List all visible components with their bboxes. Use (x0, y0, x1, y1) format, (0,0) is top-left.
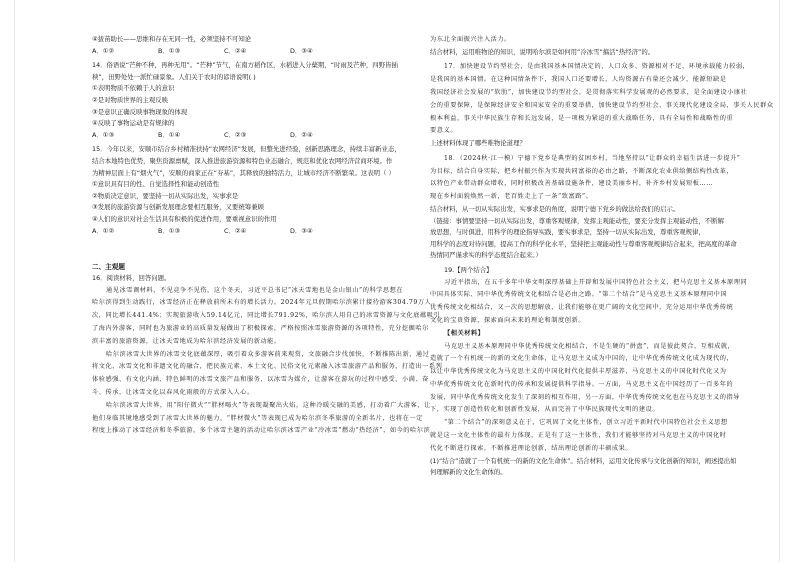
q19-more-line: “第二个结合”的深刻意义在于，它巩固了文化主体性，创立习近平新时代中国特色社会主义思想 (444, 419, 728, 427)
q16-para-line: 了海内外游客，同时也为旅游业的高质量发展做出了积极探索，严格按照冰雪旅游资源的各项特性，充分挖掘哈尔 (92, 325, 429, 333)
choice-a: A．①② (92, 46, 115, 55)
q15-option-3: ③发展的旅游资源与创新发展理念要相互服务，又要统筹兼顾 (92, 203, 264, 212)
q18-hint-line: 热情同严谨求实的科学态度结合起来。） (430, 251, 542, 260)
right-column (430, 34, 774, 479)
q18-hint-line: 放思想，与时俱进，用科学的理论指导实践，要实事求是，坚持一切从实际出发，尊重客观规律， (430, 228, 705, 237)
q19-task-line: (1)“结合”造就了一个有机统一的新的文化生命体”。结合材料，运用文化传承与文化创新的知识，阐述提出如 (430, 456, 737, 465)
choice-d: D．③④ (290, 46, 313, 55)
choice-b: B．①③ (158, 226, 181, 235)
q16-para-line: 哈尔滨得到生动践行，冰雪经济正在释放前所未有的增长活力。2024年元旦假期哈尔滨累计接待游客304.79万人 (92, 299, 432, 307)
page-edge-right (779, 0, 780, 562)
q14-option-3: ③是意识正确反映事物现象的体现 (92, 107, 188, 116)
choice-b: B．①④ (158, 130, 181, 139)
q17-para-line: 我国经济社会发展的“软肋”，加快建设节约型社会，是贯彻落实科学发展观的必然要求，是全面建设小康社 (430, 88, 748, 96)
choice-b: B．①③ (158, 46, 181, 55)
q18-para-line: 现在乡村面貌焕然一新，老百姓走上了一条“致富路”。 (430, 193, 593, 201)
q16-para-line: 次，同比增长441.4%；实现旅游收入59.14亿元，同比增长791.92%，哈尔滨人用自己的冰雪资源与文化底蕴吸引 (92, 312, 441, 320)
q19-more-line: 马克思主义基本原理同中华优秀传统文化相结合，不是生硬的“拼盘”，而是彼此契合、互相成就， (444, 342, 735, 350)
question-18 (430, 153, 741, 204)
q16-para-line: 体验感强、有文化内涵、特色鲜明的冰雪文旅产品和服务，以冰雪为媒介，让游客在游玩的过程中感受、小满、奋 (92, 376, 429, 384)
q19-more-line: 以让中华优秀传统文化为马克思主义的中国化时代化提供丰厚滋养，马克思主义的中国化时代化又为 (430, 368, 727, 376)
q16-task: 结合材料，运用唯物论的知识，说明哈尔滨是如何用“冷冰雪”搞活“热经济”的。 (430, 47, 655, 56)
q18-para-line: 为目标，结合自身实际，把乡村振兴作为实现共同富裕的必由之路，不断深化农业供给侧结构性改革， (430, 167, 734, 175)
q19-para-line: 优秀传统文化相结合，又一次的思想解放，让我们能够在更广阔的文化空间中，充分运用中华优秀传统 (430, 304, 734, 312)
q19-more-line: 发展，同中华优秀传统文化发生了深刻的相互作用，另一方面，中华优秀传统文化也在马克思主义的指导 (430, 393, 740, 401)
q15-option-1: ①意识具有目的性、自觉选择性和能动创造性 (92, 180, 220, 189)
choice-a: A．①③ (92, 130, 115, 139)
q15-option-2: ②物质决定意识，要坚持一切从实际出发，实事求是 (92, 191, 239, 200)
q13-choices (92, 46, 392, 58)
question-19 (430, 277, 748, 328)
choice-d: D．③④ (290, 226, 313, 235)
q19-subtitle: 【相关材料】 (444, 329, 485, 337)
q19-para-line: 文化的宝贵资源，探索面向未来的理论和制度创新。 (430, 316, 585, 324)
q18-para-line: 以特色产业带动群众增收，同时积极改善基础设施条件，建设美丽乡村，补齐乡村发展短板…… (430, 180, 713, 188)
q17-para-line: 17．加快建设节约型社会，是由我国基本国情决定的，人口众多、资源相对不足、环境承载能力较弱， (444, 63, 750, 71)
q15-choices (92, 226, 392, 238)
q16-para-line: 通见冰雪调材料，不见竞争不见伤，这个冬天，习近平总书记“冰天雪地也是金山银山”的科学思想在 (106, 286, 404, 294)
q19-title: 19.【两个结合】 (444, 265, 493, 274)
q14-choices (92, 130, 392, 142)
q18-task: 结合材料，从一切从实际出发，实事求是的角度，说明宁德下党乡的做法给我们的启示。 (430, 204, 680, 213)
q19-more-line: 中华优秀传统文化在新时代的传承和发展提供科学指导。一方面，马克思主义在中国经历了一百多年的 (430, 380, 734, 388)
q19-para-line: 习近平指出，在五千多年中华文明深厚基础上开辟和发展中国特色社会主义，把马克思主义基本原理同 (444, 278, 748, 286)
q17-para-line: 要意义。 (430, 127, 457, 135)
q16-para-line: 哈尔滨冰雪大世界的冰雪文化底蕴深厚，吸引着众多游客前来观赏，文旅融合步伐加快，不断推陈出新，通过 (106, 350, 430, 358)
q18-para-line: 18．（2024秋·江一模）宁德下党乡是典型的贫困乡村，当地坚持以“让群众的幸福生活进一步提升” (444, 154, 741, 162)
q14-option-1: ①表明物质不依赖于人的意识 (92, 84, 175, 93)
q16-para-line: 斗、传承，让冰雪文化以春风化雨般的方式深入人心。 (92, 389, 254, 397)
q17-para-line: 是我国的基本国情。在这种国情条件下，我国人口还要增长，人均资源占有量还会减少，能源短缺是 (430, 76, 727, 84)
question-14 (92, 60, 398, 130)
q17-task: 上述材料体现了哪些唯物论道理？ (430, 139, 526, 148)
q19-task-line: 何理解新的文化生命体的。 (430, 468, 507, 477)
section-title-subjective: 二、主观题 (92, 263, 125, 272)
q16-material (92, 285, 443, 439)
q14-option-4: ④反映了事物运动是有规律的 (92, 119, 175, 128)
q19-related-material (430, 341, 740, 456)
q17-para-line: 根本利益，事关中华民族生存和长远发展，是一项极为紧迫的重大战略任务，具有全局性和战略性的重 (430, 114, 734, 122)
q14-option-2: ②是对物质世界的主观反映 (92, 95, 169, 104)
choice-c: C．②③ (224, 130, 247, 139)
q13-option-4: ④拔苗助长——思维和存在无同一性，必须坚持不可知论 (92, 35, 252, 43)
q18-hint-line: 用科学的态度对待问题，提高工作的科学化水平，坚持把主观能动性与尊重客观规律结合起来，把高度的革命 (430, 239, 737, 248)
choice-d: D．②④ (290, 130, 313, 139)
q14-stem-1: 14．俗语说“芒种不种，再种无用”。“芒种”节气，在南方稻作区，水稻进入分蘖期，“时雨及芒种，四野皆插 (92, 61, 398, 70)
q19-more-line: 就是这一文化主体性的最有力体现，正是有了这一主体性，我们才能够坚持对马克思主义的中国化时 (430, 432, 727, 440)
q16-para-line: 哈尔滨冰雪大世界，用“阳仔微火”“胖材喝火”等表现凝聚出火焰，这种冷暖交融的美感，打动着广大游客，让 (106, 401, 431, 409)
q19-para-line: 中国具体实际、同中华优秀传统文化相结合是必由之路。“第二个结合”是马克思主义基本原理同中国 (430, 291, 728, 299)
choice-a: A．①② (92, 226, 115, 235)
q17-para-line: 会的重要保障，是保障经济安全和国家安全的重要举措，加快建设节约型社会，事关现代化建设全局，事关人民群众 (430, 101, 774, 109)
q16-para-line: 程度上推动了冰雪经济和冬季旅游，多个冰雪主题的活动让哈尔滨冰雪产业“冷冰雪”燃动“热经济”，如今的哈尔滨 (92, 427, 431, 435)
q15-option-4: ④人们的意识对社会生活具有积极的促进作用，要重视意识的作用 (92, 214, 277, 223)
q19-more-line: 造就了一个有机统一的新的文化生命体，让马克思主义成为中国的，让中华优秀传统文化成为现代的， (430, 355, 734, 363)
q15-stem-1: 15．今年以来，安顺市结合乡村精准扶持“农网经济”发展，但整先进经验，创新思路理念，持续丰富新业态， (92, 145, 401, 154)
q16-para-line: 将文化、冰雪文化和非遗文化的融合，把民族元素、本土文化、民俗文化元素融入冰雪旅游产品和服务，打造出一系列 (92, 363, 443, 371)
page-edge-left (14, 0, 15, 562)
left-column (92, 34, 443, 438)
q14-stem-2: 秧”，田野处处一派忙碌景象。人们关于农时的谚语说明( ) (92, 72, 256, 81)
q15-stem-2: 结合本地特色优势，聚焦资源禀赋，深入推进旅游资源和特色业态融合，规范和优化农网经济营商环境。作 (92, 156, 393, 165)
q16-intro: 16．阅读材料，回答问题。 (92, 274, 171, 283)
q15-stem-3: 为精神层面上有“烟火气”，安顺的商家正在“夯基”，其释放的独特活力，让城市经济不断繁荣。这表明（ ） (92, 168, 395, 177)
question-15 (92, 144, 401, 225)
choice-c: C．②④ (224, 226, 247, 235)
q18-hint-line: （链接：事情要坚持一切从实际出发，尊重客观规律，发挥主观能动性，要充分发挥主观能动性，不断解 (430, 216, 724, 225)
q19-more-line: 代化不断进行探索，不断推进理论创新，结出理论创新的丰硕成果。 (430, 444, 633, 452)
choice-c: C．②④ (224, 46, 247, 55)
question-17 (430, 61, 774, 138)
q16-material-continued: 为东北全面振兴注入活力。 (430, 36, 511, 43)
q19-more-line: 下，实现了创造性转化和创新性发展，从而完善了中华民族现代文明的建设。 (430, 406, 660, 414)
q16-para-line: 他们身临其境地感受到了冰雪大世界的魅力，“胖材微火”等表现已成为哈尔滨冬季旅游的全新名片，也将在一定 (92, 414, 423, 422)
q16-para-line: 滨丰富的旅游资源，让冰天雪地成为哈尔滨经济发展的新动能。 (92, 337, 281, 345)
